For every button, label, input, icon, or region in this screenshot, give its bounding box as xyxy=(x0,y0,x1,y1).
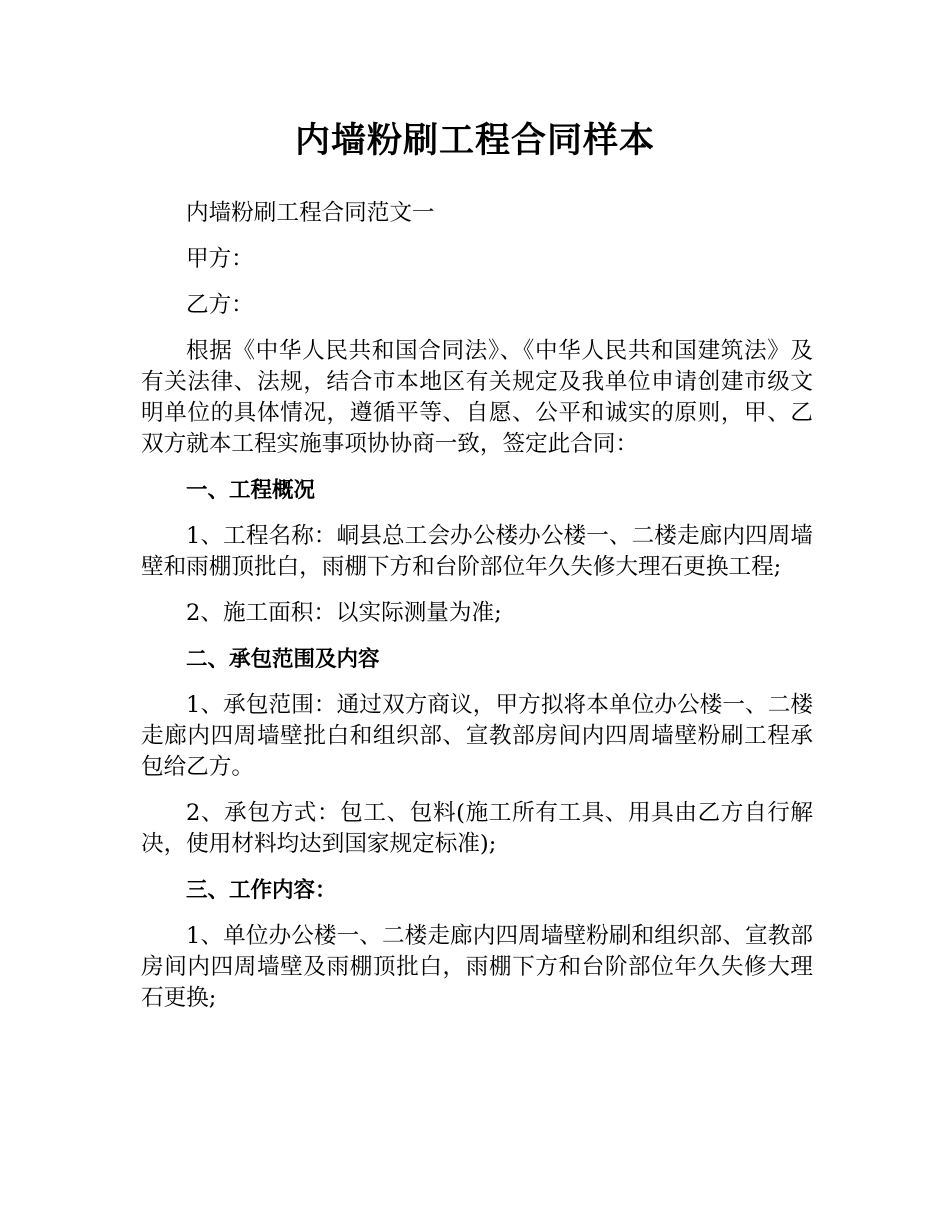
section-heading-work-content: 三、工作内容： xyxy=(186,878,337,903)
section-heading-scope: 二、承包范围及内容 xyxy=(186,647,380,672)
paragraph-contract-scope: 1、承包范围：通过双方商议，甲方拟将本单位办公楼一、二楼走廊内四周墙壁批白和组织部、宣教部房间内四周墙壁粉刷工程承包给乙方。 xyxy=(141,692,813,780)
paragraph-party-b: 乙方： xyxy=(186,292,254,318)
paragraph-subtitle: 内墙粉刷工程合同范文一 xyxy=(186,200,435,226)
paragraph-work-item-1: 1、单位办公楼一、二楼走廊内四周墙壁粉刷和组织部、宣教部房间内四周墙壁及雨棚顶批白，雨棚下方和台阶部位年久失修大理石更换; xyxy=(141,923,813,1011)
paragraph-party-a: 甲方： xyxy=(186,246,254,272)
section-heading-overview: 一、工程概况 xyxy=(186,478,316,503)
paragraph-construction-area: 2、施工面积：以实际测量为准; xyxy=(186,600,502,626)
paragraph-preamble: 根据《中华人民共和国合同法》、《中华人民共和国建筑法》及有关法律、法规，结合市本地区有关规定及我单位申请创建市级文明单位的具体情况，遵循平等、自愿、公平和诚实的原则，甲、乙双方就本工程实施事项协协商一致，签定此合同： xyxy=(141,338,813,457)
paragraph-project-name: 1、工程名称：峒县总工会办公楼办公楼一、二楼走廊内四周墙壁和雨棚顶批白，雨棚下方和台阶部位年久失修大理石更换工程; xyxy=(141,523,813,580)
document-body xyxy=(141,198,813,1029)
paragraph-contract-method: 2、承包方式：包工、包料(施工所有工具、用具由乙方自行解决，使用材料均达到国家规定标准); xyxy=(141,800,813,857)
document-title: 内墙粉刷工程合同样本 xyxy=(294,121,655,161)
